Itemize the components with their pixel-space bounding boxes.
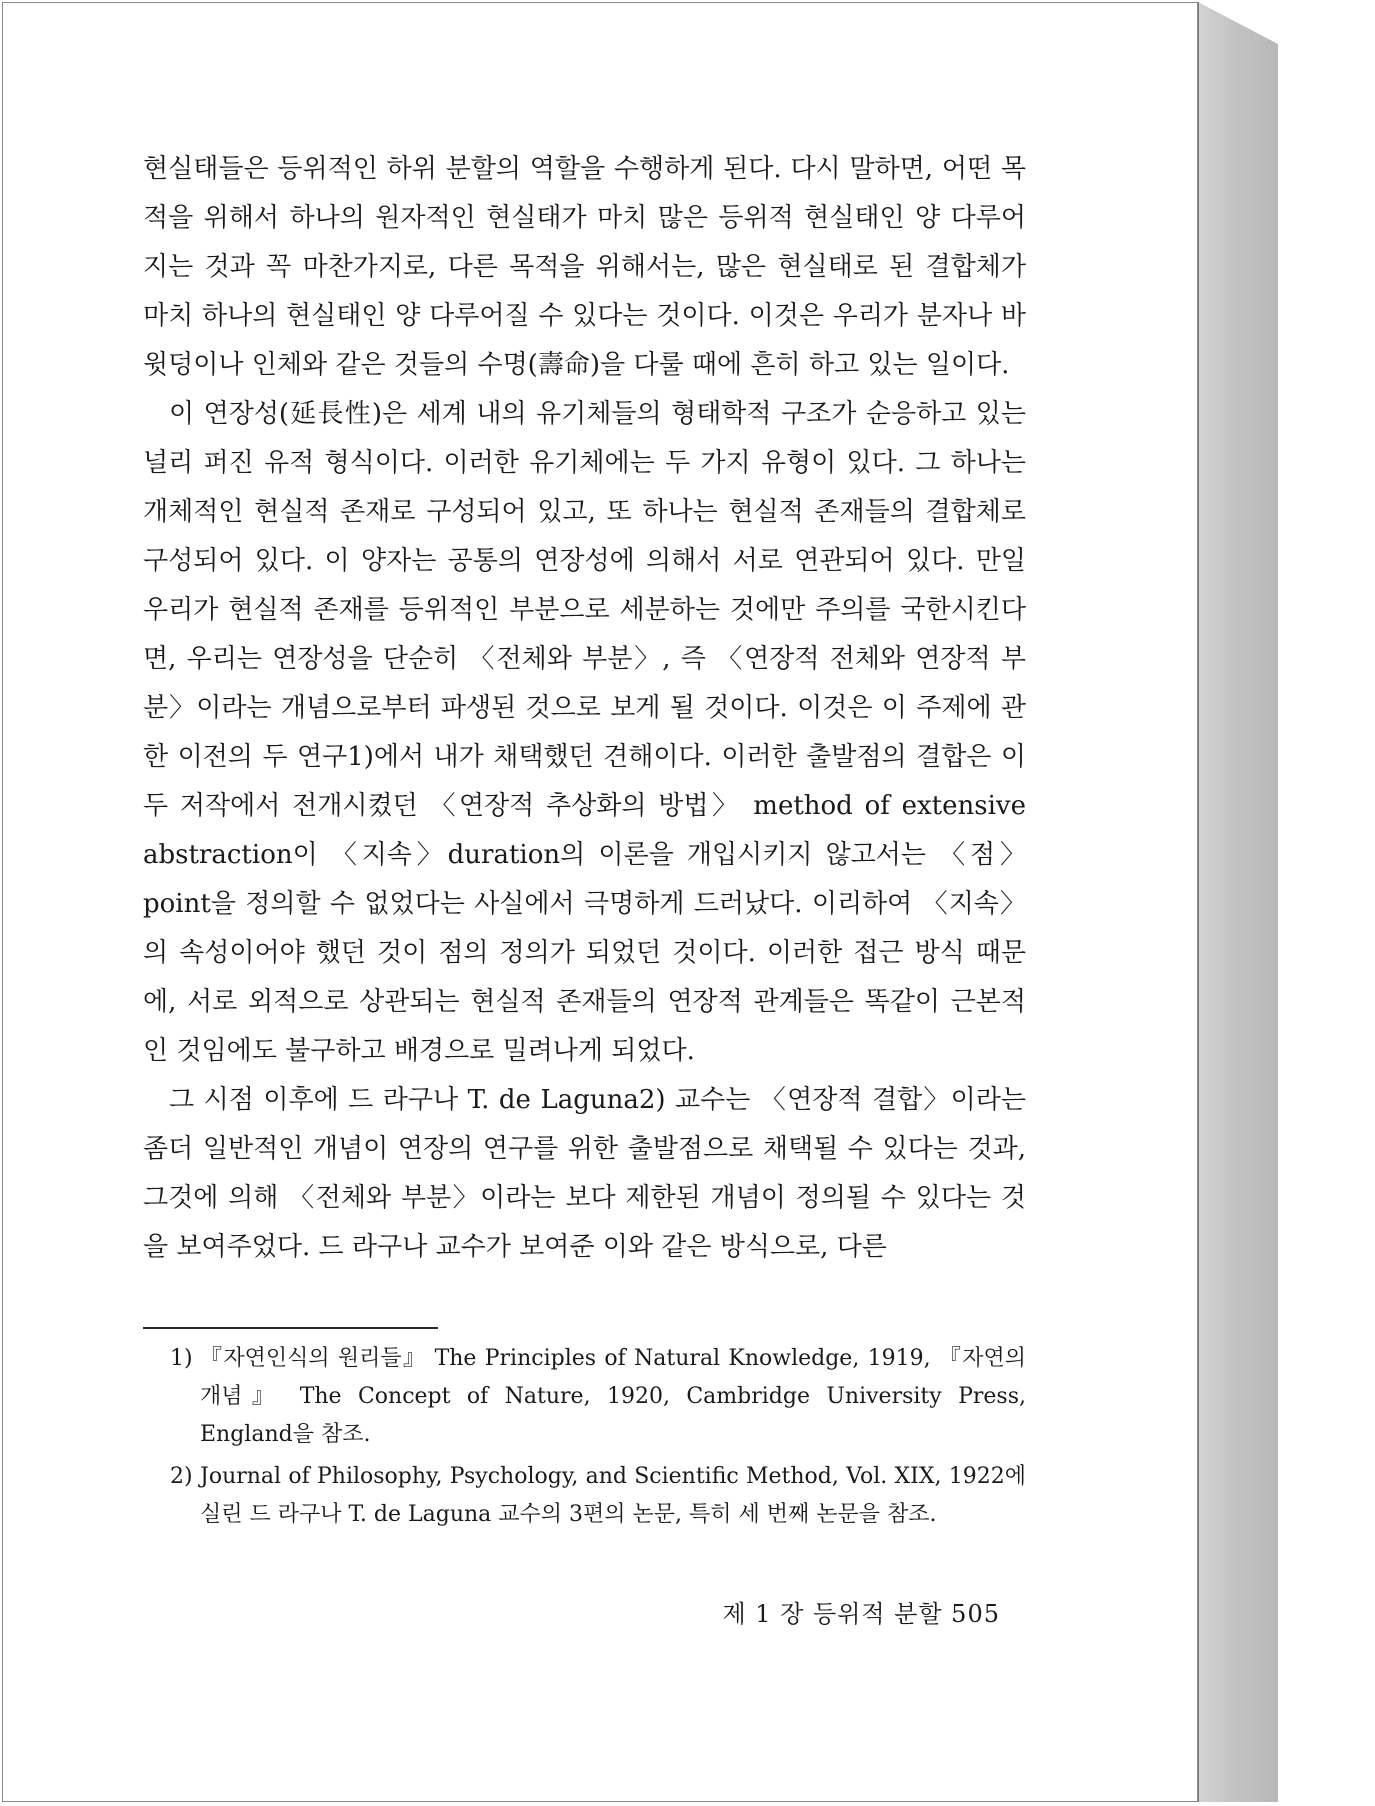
paragraph-3: 그 시점 이후에 드 라구나 T. de Laguna2) 교수는 〈연장적 결합〉이라는 좀더 일반적인 개념이 연장의 연구를 위한 출발점으로 채택될 수 있다는 것과, 그것에 의해 〈전체와 부분〉이라는 보다 제한된 개념이 정의될 수 있다는 것을 보여주었다. 드 라구나 교수가 보여준 이와 같은 방식으로, 다른 xyxy=(143,1085,1026,1262)
footnote-number: 2) xyxy=(170,1464,193,1489)
paragraph-2: 이 연장성(延長性)은 세계 내의 유기체들의 형태학적 구조가 순응하고 있는 널리 퍼진 유적 형식이다. 이러한 유기체에는 두 가지 유형이 있다. 그 하나는 개체적인 현실적 존재로 구성되어 있고, 또 하나는 현실적 존재들의 결합체로 구성되어 있다. 이 양자는 공통의 연장성에 의해서 서로 연관되어 있다. 만일 우리가 현실적 존재를 등위적인 부분으로 세분하는 것에만 주의를 국한시킨다면, 우리는 연장성을 단순히 〈전체와 부분〉, 즉 〈연장적 전체와 연장적 부분〉이라는 개념으로부터 파생된 것으로 보게 될 것이다. 이것은 이 주제에 관한 이전의 두 연구1)에서 내가 채택했던 견해이다. 이러한 출발점의 결합은 이 두 저작에서 전개시켰던 〈연장적 추상화의 방법〉 method of extensive abstraction이 〈지속〉duration의 이론을 개입시키지 않고서는 〈점〉point을 정의할 수 없었다는 사실에서 극명하게 드러났다. 이리하여 〈지속〉의 속성이어야 했던 것이 점의 정의가 되었던 것이다. 이러한 접근 방식 때문에, 서로 외적으로 상관되는 현실적 존재들의 연장적 관계들은 똑같이 근본적인 것임에도 불구하고 배경으로 밀려나게 되었다. xyxy=(143,399,1026,1066)
running-footer: 제 1 장 등위적 분할 505 xyxy=(722,1600,1000,1628)
footnote-2 xyxy=(170,1458,1026,1534)
page-edge-divider xyxy=(1198,2,1199,1802)
body-text xyxy=(143,145,1026,1272)
footnote-number: 1) xyxy=(170,1346,193,1371)
page-edge-stack xyxy=(1198,2,1278,1802)
footnote-text: 『자연인식의 원리들』 The Principles of Natural Knowledge, 1919, 『자연의 개념』 The Concept of Nature, 1920, Cambridge University Press, England을 참조. xyxy=(200,1346,1026,1447)
footnote-1 xyxy=(170,1340,1026,1454)
paragraph-1: 현실태들은 등위적인 하위 분할의 역할을 수행하게 된다. 다시 말하면, 어떤 목적을 위해서 하나의 원자적인 현실태가 마치 많은 등위적 현실태인 양 다루어지는 것과 꼭 마찬가지로, 다른 목적을 위해서는, 많은 현실태로 된 결합체가 마치 하나의 현실태인 양 다루어질 수 있다는 것이다. 이것은 우리가 분자나 바윗덩이나 인체와 같은 것들의 수명(壽命)을 다룰 때에 흔히 하고 있는 일이다. xyxy=(143,154,1026,380)
footnote-separator xyxy=(143,1327,438,1329)
footnote-text: Journal of Philosophy, Psychology, and Scientific Method, Vol. XIX, 1922에 실린 드 라구나 T. de Laguna 교수의 3편의 논문, 특히 세 번째 논문을 참조. xyxy=(200,1464,1026,1527)
footnotes xyxy=(170,1340,1026,1538)
